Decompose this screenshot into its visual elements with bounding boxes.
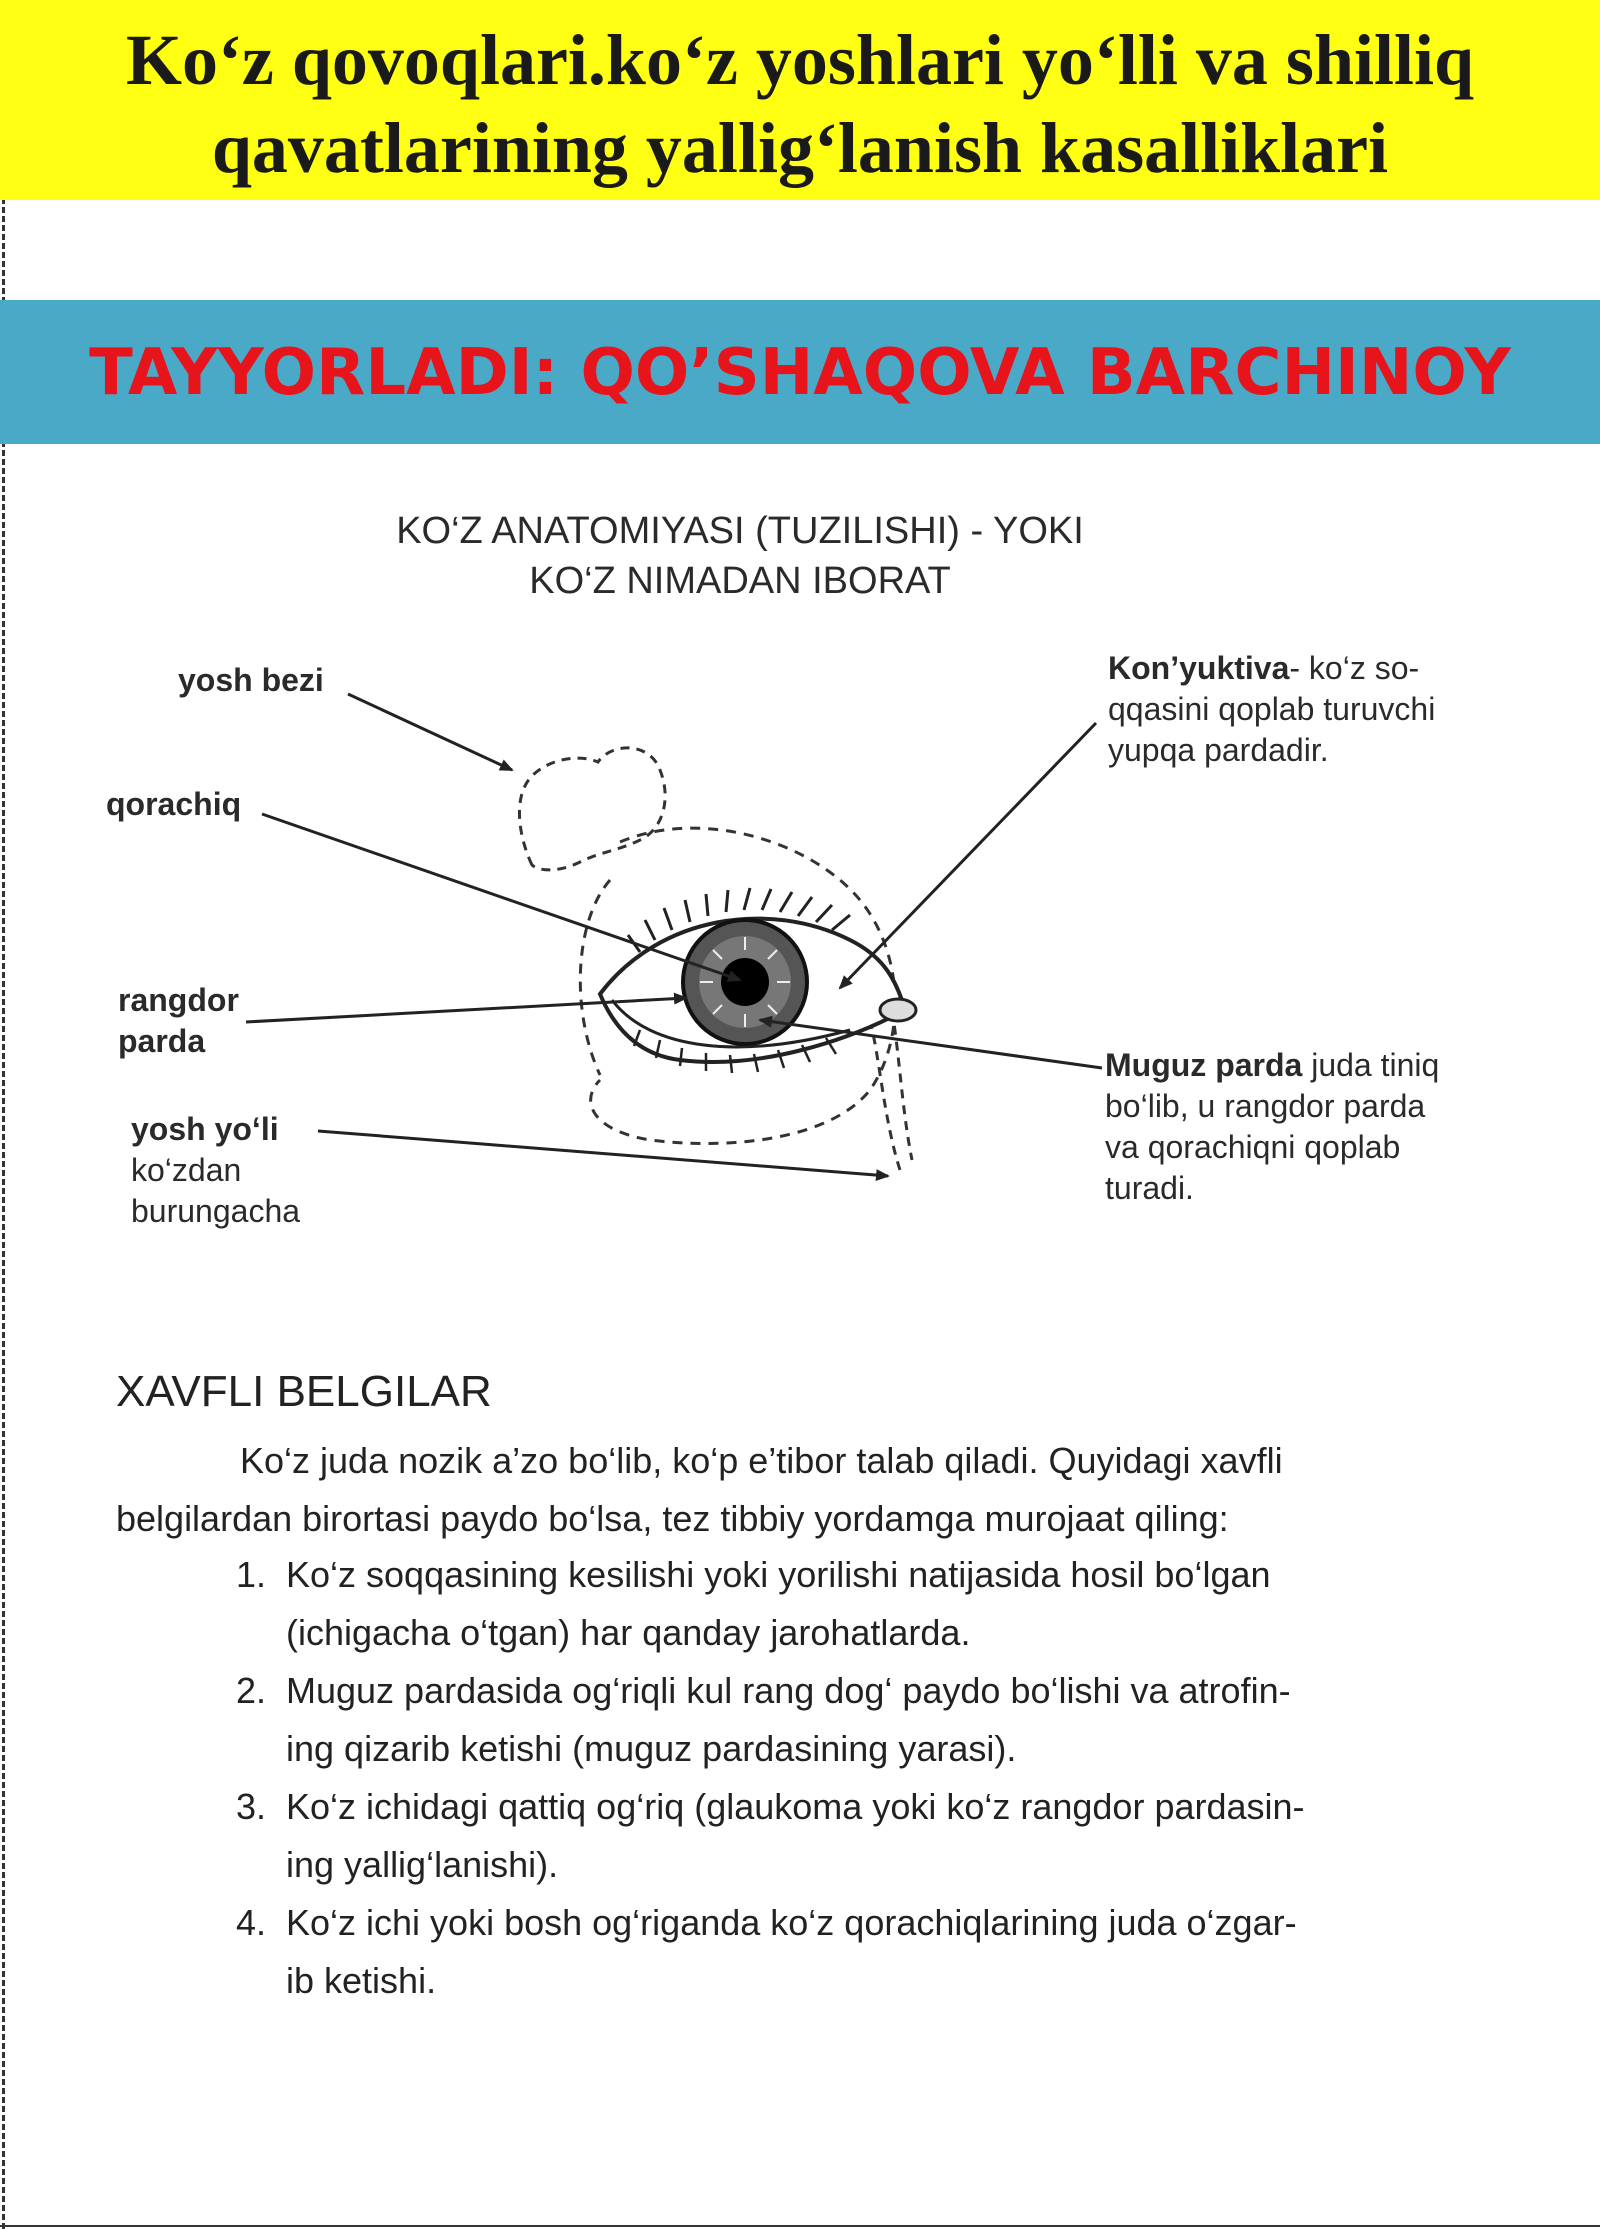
label-yosh-yoli-line2: ko‘zdan: [131, 1152, 242, 1188]
label-yosh-yoli-line3: burungacha: [131, 1193, 301, 1229]
lacrimal-gland-outline: [519, 748, 665, 870]
intro-paragraph: Ko‘z juda nozik a’zo bo‘lib, ko‘p e’tibor talab qiladi. Quyidagi xavfli belgilardan birortasi paydo bo‘lsa, tez tibbiy yordamga murojaat qiling:: [116, 1440, 1283, 1539]
label-konyuktiva-rest: - ko‘z so-: [1289, 650, 1420, 686]
label-muguz-line2: bo‘lib, u rangdor parda: [1105, 1088, 1426, 1124]
list-item-number: 1.: [236, 1554, 267, 1595]
label-konyuktiva-line2: qqasini qoplab turuvchi: [1108, 691, 1436, 727]
label-muguz-parda: [1105, 1045, 1485, 1209]
list-item-line1: Ko‘z ichi yoki bosh og‘riganda ko‘z qorachiqlarining juda o‘zgar-: [286, 1902, 1297, 1943]
list-item-number: 2.: [236, 1670, 267, 1711]
label-yosh-yoli: [131, 1109, 300, 1232]
page-title-line2: qavatlarining yallig‘lanish kasalliklari: [211, 108, 1389, 188]
list-item-line2: ing yallig‘lanishi).: [286, 1844, 559, 1885]
label-muguz-bold: Muguz parda: [1105, 1047, 1303, 1083]
list-item: [236, 1662, 1436, 1778]
list-item-line1: Ko‘z soqqasining kesilishi yoki yorilishi natijasida hosil bo‘lgan: [286, 1554, 1271, 1595]
label-konyuktiva-bold: Kon’yuktiva: [1108, 650, 1290, 686]
arrow-yosh-bezi: [348, 694, 512, 770]
label-rangdor-line2: parda: [118, 1023, 206, 1059]
tear-duct-outline-2: [892, 1010, 912, 1160]
warning-signs-list: [236, 1546, 1436, 2010]
list-item-number: 4.: [236, 1902, 267, 1943]
label-muguz-rest: juda tiniq: [1302, 1047, 1440, 1083]
list-item: [236, 1894, 1436, 2010]
pupil: [721, 958, 769, 1006]
list-item-line2: ing qizarib ketishi (muguz pardasining yarasi).: [286, 1728, 1017, 1769]
label-rangdor-parda: [118, 980, 239, 1062]
arrow-konyuktiva: [840, 723, 1096, 988]
list-item-line1: Ko‘z ichidagi qattiq og‘riq (glaukoma yoki ko‘z rangdor pardasin-: [286, 1786, 1305, 1827]
label-muguz-line3: va qorachiqni qoplab: [1105, 1129, 1401, 1165]
caruncle: [880, 999, 916, 1021]
section-heading: XAVFLI BELGILAR: [116, 1367, 492, 1416]
list-item-line2: ib ketishi.: [286, 1960, 437, 2001]
author-name: TAYYORLADI: QO’SHAQOVA BARCHINOY: [89, 336, 1511, 410]
label-muguz-line4: turadi.: [1105, 1170, 1194, 1206]
list-item-line1: Muguz pardasida og‘riqli kul rang dog‘ paydo bo‘lishi va atrofin-: [286, 1670, 1291, 1711]
label-konyuktiva-line3: yupqa pardadir.: [1108, 732, 1329, 768]
arrow-qorachiq: [262, 814, 740, 980]
label-qorachiq: qorachiq: [106, 786, 242, 822]
label-rangdor-line1: rangdor: [118, 982, 239, 1018]
list-item: [236, 1546, 1436, 1662]
diagram-title-line2: KO‘Z NIMADAN IBORAT: [529, 560, 951, 602]
label-yosh-bezi: yosh bezi: [178, 662, 324, 698]
label-konyuktiva: [1108, 648, 1488, 771]
label-yosh-yoli-bold: yosh yo‘li: [131, 1111, 279, 1147]
diagram-title-line1: KO‘Z ANATOMIYASI (TUZILISHI) - YOKI: [396, 510, 1084, 552]
list-item: [236, 1778, 1436, 1894]
orbit-left-outline: [580, 880, 610, 1075]
arrow-yosh-yoli: [318, 1131, 888, 1176]
list-item-line2: (ichigacha o‘tgan) har qanday jarohatlarda.: [286, 1612, 971, 1653]
page-bottom-border: [0, 2225, 1600, 2227]
page-title-line1: Ko‘z qovoqlari.ko‘z yoshlari yo‘lli va shilliq: [125, 20, 1475, 100]
list-item-number: 3.: [236, 1786, 267, 1827]
